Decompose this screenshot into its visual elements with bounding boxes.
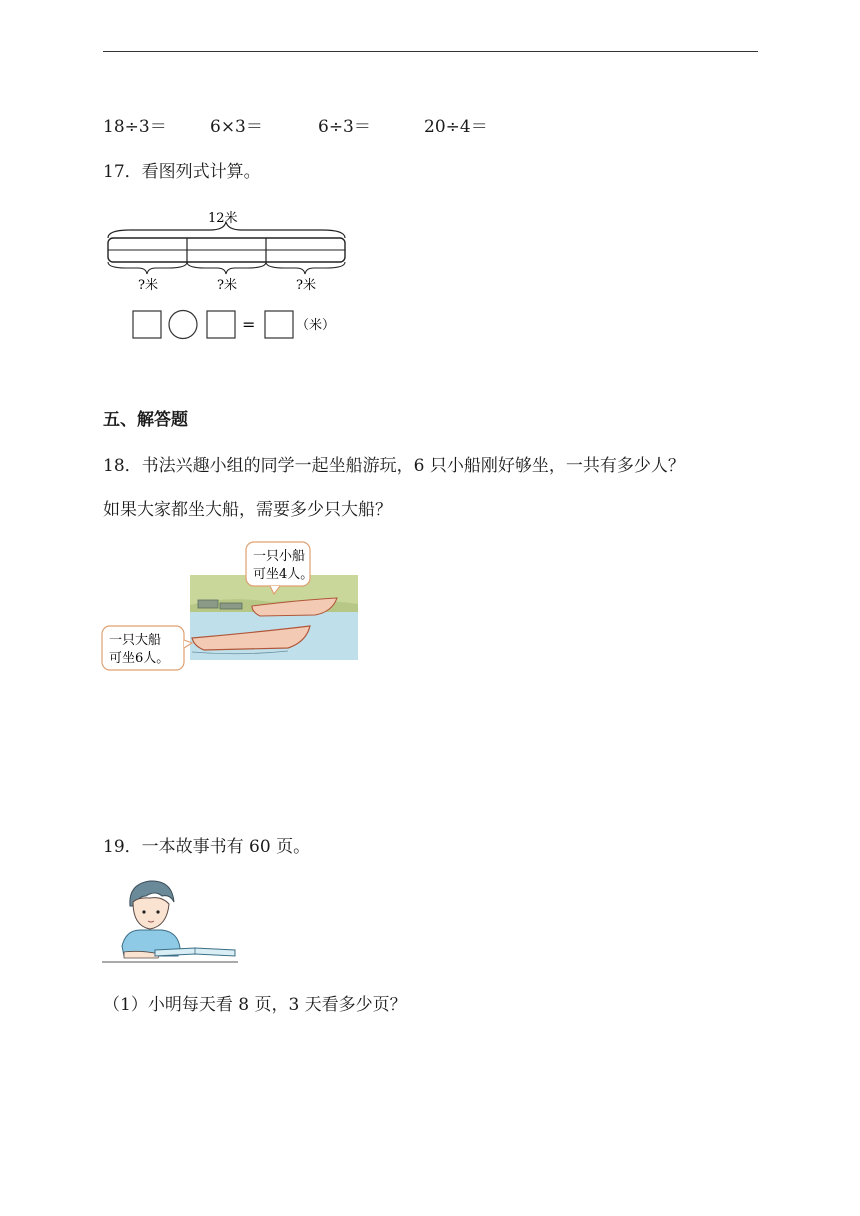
calc-item-1: 18÷3＝ [103,117,167,137]
answer-box-1 [133,311,161,338]
q18-line1: 18．书法兴趣小组的同学一起坐船游玩，6 只小船刚好够坐，一共有多少人？ [103,456,685,476]
part-label-2: ?米 [217,278,237,293]
answer-box-3 [265,311,293,338]
part-brace-3 [266,262,345,274]
part-brace-2 [187,262,266,274]
q18-line2: 如果大家都坐大船，需要多少只大船？ [103,500,392,520]
top-brace [108,222,345,238]
calc-item-3: 6÷3＝ [318,117,371,137]
q19-sub1: （1）小明每天看 8 页，3 天看多少页？ [103,995,407,1015]
part-label-1: ?米 [138,278,158,293]
big-bubble-line1: 一只大船 [109,633,162,648]
calc-item-4: 20÷4＝ [424,117,488,137]
boy-reading-illustration [100,876,240,968]
small-bubble-line2: 可坐4人。 [253,567,314,582]
equals-sign: = [242,315,256,334]
operator-circle [169,311,197,339]
answer-box-2 [207,311,235,338]
total-length-label: 12米 [208,211,238,226]
small-bubble-line1: 一只小船 [253,549,306,564]
calc-item-2: 6×3＝ [210,117,263,137]
big-bubble-line2: 可坐6人。 [109,651,170,666]
segment-diagram [100,200,360,345]
boy-face [133,898,169,929]
boats-illustration [100,540,362,675]
part-brace-1 [108,262,187,274]
unit-label: （米） [296,318,336,333]
header-rule [103,51,758,52]
part-label-3: ?米 [296,278,316,293]
q19-prompt: 19．一本故事书有 60 页。 [103,837,311,857]
section-title: 五、解答题 [103,410,188,430]
q17-prompt: 17．看图列式计算。 [103,162,261,182]
